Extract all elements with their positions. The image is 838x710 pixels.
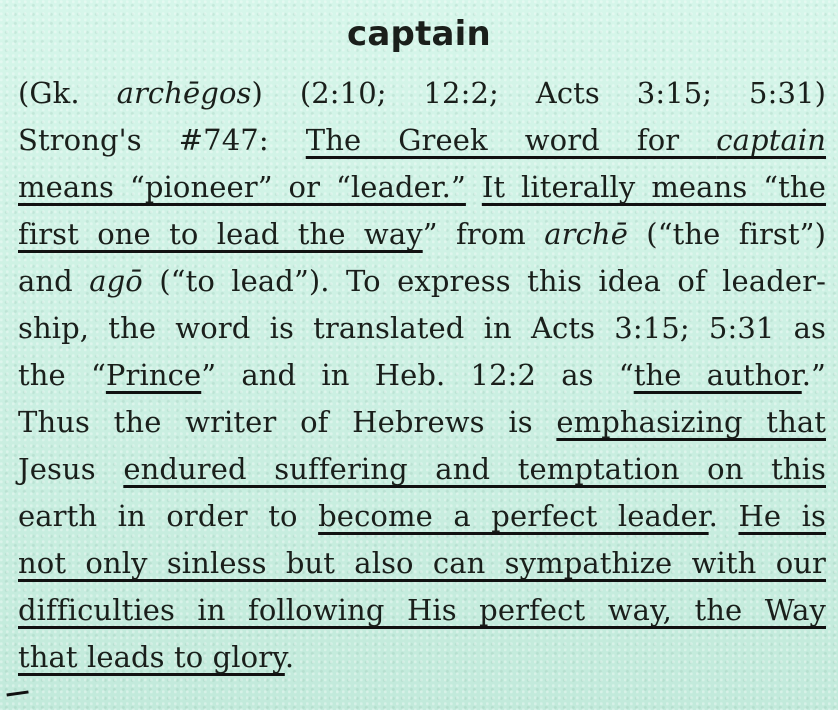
text-run: (“the first”) <box>627 217 826 251</box>
text-line <box>18 399 826 446</box>
text-run: not only sinless but also can sympathize with our <box>18 546 826 580</box>
text-run: the author <box>633 358 802 392</box>
text-run: (“to lead”). To express this idea of leader- <box>142 264 826 298</box>
text-line <box>18 258 826 305</box>
text-run: that leads to glory <box>18 640 285 674</box>
text-run: ) (2:10; 12:2; Acts 3:15; 5:31) <box>251 76 826 110</box>
text-run: Prince <box>105 358 202 392</box>
text-run: archē <box>544 217 628 251</box>
text-run: . <box>708 499 739 533</box>
text-run: ” from <box>422 217 545 251</box>
text-run: archēgos <box>116 76 252 110</box>
text-run: He is <box>738 499 827 533</box>
text-run: earth in order to <box>18 499 319 533</box>
text-run <box>466 170 482 204</box>
text-line <box>18 540 826 587</box>
text-run: . <box>284 640 295 674</box>
text-run: agō <box>89 264 143 298</box>
text-run: Strong's #747: <box>18 123 306 157</box>
text-run: become a perfect leader <box>318 499 709 533</box>
text-run: difficulties in following His perfect way, the Way <box>18 593 826 627</box>
text-line <box>18 446 826 493</box>
text-line <box>18 493 826 540</box>
text-run: and <box>18 264 90 298</box>
text-run: ” and in Heb. 12:2 as “ <box>201 358 634 392</box>
text-run: first one to lead the way <box>18 217 423 251</box>
text-line <box>18 305 826 352</box>
text-run: the “ <box>18 358 106 392</box>
handwritten-pen-mark <box>5 683 28 697</box>
text-run: emphasizing that <box>556 405 826 439</box>
text-line <box>18 70 826 117</box>
entry-body <box>18 70 826 681</box>
text-run: ship, the word is translated in Acts 3:15; 5:31 as <box>18 311 826 345</box>
entry-heading: captain <box>347 14 491 54</box>
text-run: Thus the writer of Hebrews is <box>18 405 557 439</box>
text-line <box>18 164 826 211</box>
text-line <box>18 634 826 681</box>
text-run: .” <box>801 358 826 392</box>
text-run: (Gk. <box>18 76 117 110</box>
text-run: endured suffering and temptation on this <box>123 452 826 486</box>
text-line <box>18 117 826 164</box>
text-run: means “pioneer” or “leader.” <box>18 170 466 204</box>
text-run: captain <box>716 123 826 157</box>
text-line <box>18 587 826 634</box>
text-run: Jesus <box>18 452 124 486</box>
text-run: The Greek word for <box>305 123 717 157</box>
text-run: It literally means “the <box>481 170 826 204</box>
text-line <box>18 352 826 399</box>
text-line <box>18 211 826 258</box>
